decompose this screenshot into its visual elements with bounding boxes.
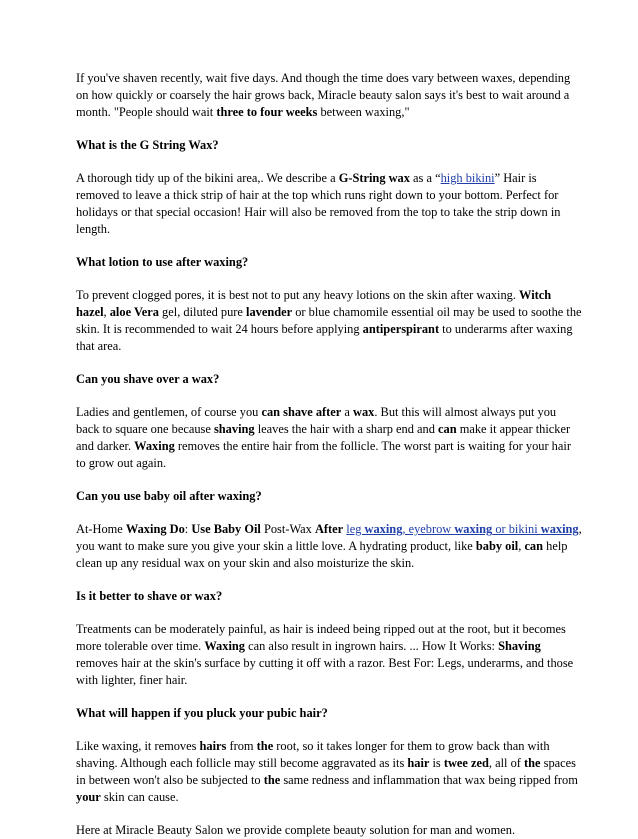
high-bikini-link[interactable]: high bikini bbox=[440, 171, 495, 185]
paragraph-shave-or-wax: Treatments can be moderately painful, as hair is indeed being ripped out at the root, but it becomes more tolerable over time. Waxing can also result in ingrown hairs. ... How It Works: Shaving removes hair at the skin's surface by cutting it off with a razor. Best For: Legs, underarms, and those with lighter, finer hair. bbox=[76, 622, 574, 687]
heading-baby-oil: Can you use baby oil after waxing? bbox=[76, 489, 262, 503]
paragraph-lotion: To prevent clogged pores, it is best not to put any heavy lotions on the skin after waxing. Witch hazel, aloe Vera gel, diluted pure lavender or blue chamomile essential oil may be used to soothe the skin. It is recommended to wait 24 hours before applying antiperspirant to underarms after waxing that area. bbox=[76, 288, 582, 353]
paragraph-g-string-wax: A thorough tidy up of the bikini area,. We describe a G-String wax as a “high bikini” Hair is removed to leave a thick strip of hair at the top which runs right down to your bottom. Perfect for holidays or that special occasion! Hair will also be removed from the top to take the strip down in length. bbox=[76, 171, 561, 236]
paragraph-shave-over-wax: Ladies and gentlemen, of course you can shave after a wax. But this will almost always put you back to square one because shaving leaves the hair with a sharp end and can make it appear thicker and darker. Waxing removes the entire hair from the follicle. The worst part is waiting for your hair to grow out again. bbox=[76, 405, 571, 470]
paragraph-pluck-hair: Like waxing, it removes hairs from the root, so it takes longer for them to grow back than with shaving. Although each follicle may still become aggravated as its hair is twee zed, all of the spaces in between won't also be subjected to the same redness and inflammation that wax being ripped from your skin can cause. bbox=[76, 739, 578, 804]
heading-lotion: What lotion to use after waxing? bbox=[76, 255, 249, 269]
paragraph-waiting-time: If you've shaven recently, wait five days. And though the time does vary between waxes, depending on how quickly or coarsely the hair grows back, Miracle beauty salon says it's best to wait around a month. "People should wait three to four weeks between waxing," bbox=[76, 71, 571, 119]
paragraph-baby-oil: At-Home Waxing Do: Use Baby Oil Post-Wax After leg waxing, eyebrow waxing or bikini waxing, you want to make sure you give your skin a little love. A hydrating product, like baby oil, can help clean up any residual wax on your skin and also moisturize the skin. bbox=[76, 522, 582, 570]
heading-shave-over-wax: Can you shave over a wax? bbox=[76, 372, 220, 386]
paragraph-salon-closing: Here at Miracle Beauty Salon we provide complete beauty solution for man and women. bbox=[76, 823, 516, 837]
heading-pluck-hair: What will happen if you pluck your pubic hair? bbox=[76, 706, 328, 720]
heading-g-string-wax: What is the G String Wax? bbox=[76, 138, 219, 152]
heading-shave-or-wax: Is it better to shave or wax? bbox=[76, 589, 223, 603]
waxing-types-link[interactable]: leg waxing, eyebrow waxing or bikini waxing bbox=[346, 522, 579, 536]
